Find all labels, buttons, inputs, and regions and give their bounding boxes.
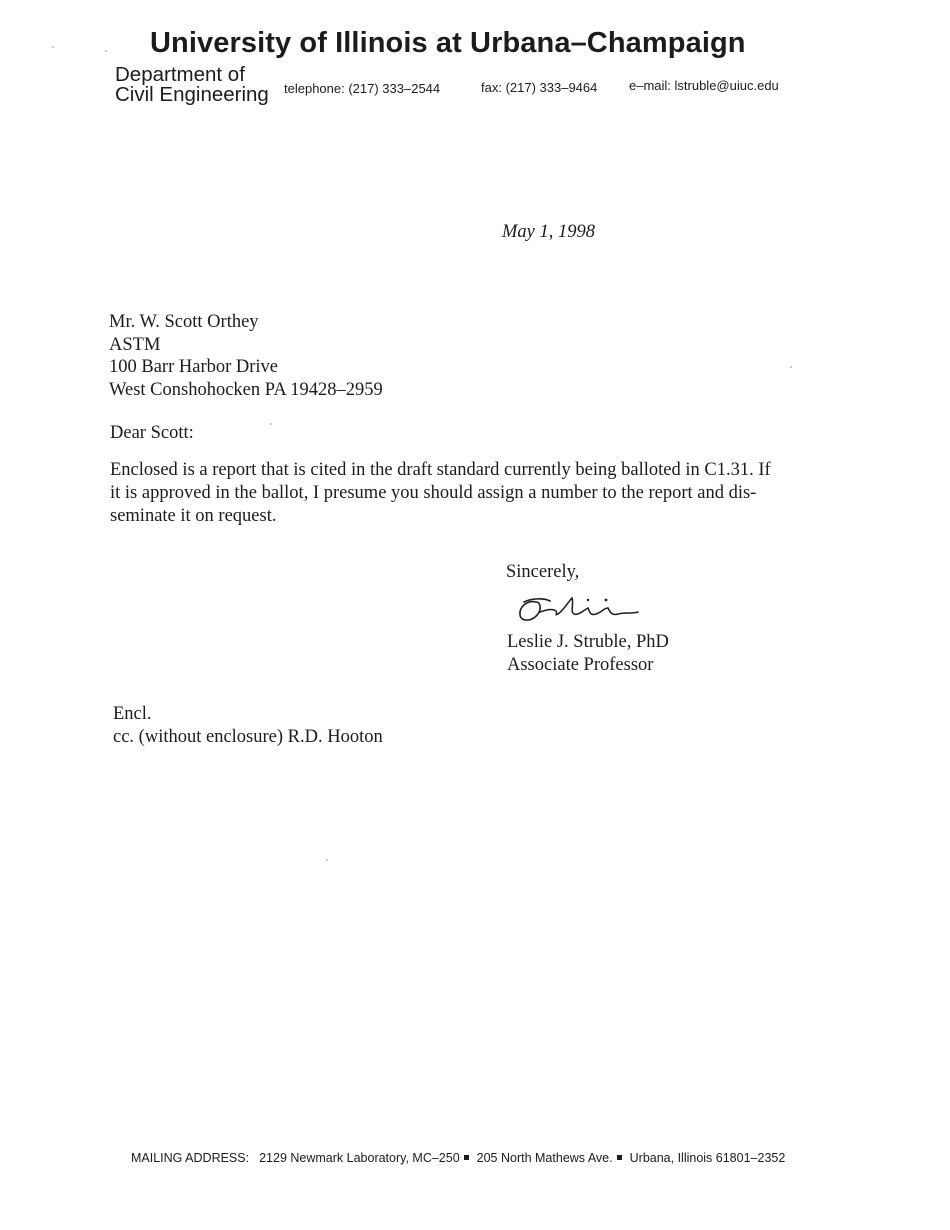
scan-speck <box>790 366 792 368</box>
signer-title: Associate Professor <box>507 655 654 675</box>
bullet-separator-icon <box>617 1155 622 1160</box>
scan-speck <box>105 50 107 52</box>
enclosure-line: Encl. <box>113 704 152 724</box>
signer-block <box>507 631 669 677</box>
body-line: Enclosed is a report that is cited in the draft standard currently being balloted in C1.31. If <box>110 460 771 480</box>
recipient-organization: ASTM <box>109 334 161 355</box>
department-line-2: Civil Engineering <box>115 83 269 106</box>
department-name <box>115 65 269 105</box>
footer-address-part-1: 2129 Newmark Laboratory, MC–250 <box>259 1151 460 1165</box>
mailing-address-footer <box>131 1151 785 1165</box>
signer-name: Leslie J. Struble, PhD <box>507 632 669 652</box>
department-line-1: Department of <box>115 63 245 86</box>
recipient-city: West Conshohocken PA 19428–2959 <box>109 379 383 400</box>
recipient-address <box>109 311 383 401</box>
recipient-name: Mr. W. Scott Orthey <box>109 312 259 332</box>
enclosure-notes <box>113 703 383 749</box>
salutation: Dear Scott: <box>110 423 194 443</box>
letter-body <box>110 459 840 528</box>
footer-address-part-2: 205 North Mathews Ave. <box>476 1151 613 1165</box>
cc-line: cc. (without enclosure) R.D. Hooton <box>113 727 383 747</box>
scan-speck <box>270 423 272 425</box>
bullet-separator-icon <box>464 1155 469 1160</box>
body-line: it is approved in the ballot, I presume you should assign a number to the report and dis- <box>110 483 757 503</box>
letter-date: May 1, 1998 <box>502 222 595 242</box>
footer-label: MAILING ADDRESS: <box>131 1151 250 1165</box>
telephone-number: telephone: (217) 333–2544 <box>284 81 441 96</box>
university-name: University of Illinois at Urbana–Champaign <box>150 27 746 59</box>
recipient-street: 100 Barr Harbor Drive <box>109 357 279 377</box>
email-address: e–mail: lstruble@uiuc.edu <box>629 78 779 93</box>
footer-address-part-3: Urbana, Illinois 61801–2352 <box>629 1151 786 1165</box>
handwritten-signature <box>514 590 644 630</box>
scan-speck <box>52 46 54 48</box>
closing: Sincerely, <box>506 562 580 582</box>
fax-number: fax: (217) 333–9464 <box>481 80 598 95</box>
body-line: seminate it on request. <box>110 506 277 526</box>
scan-speck <box>326 859 328 861</box>
